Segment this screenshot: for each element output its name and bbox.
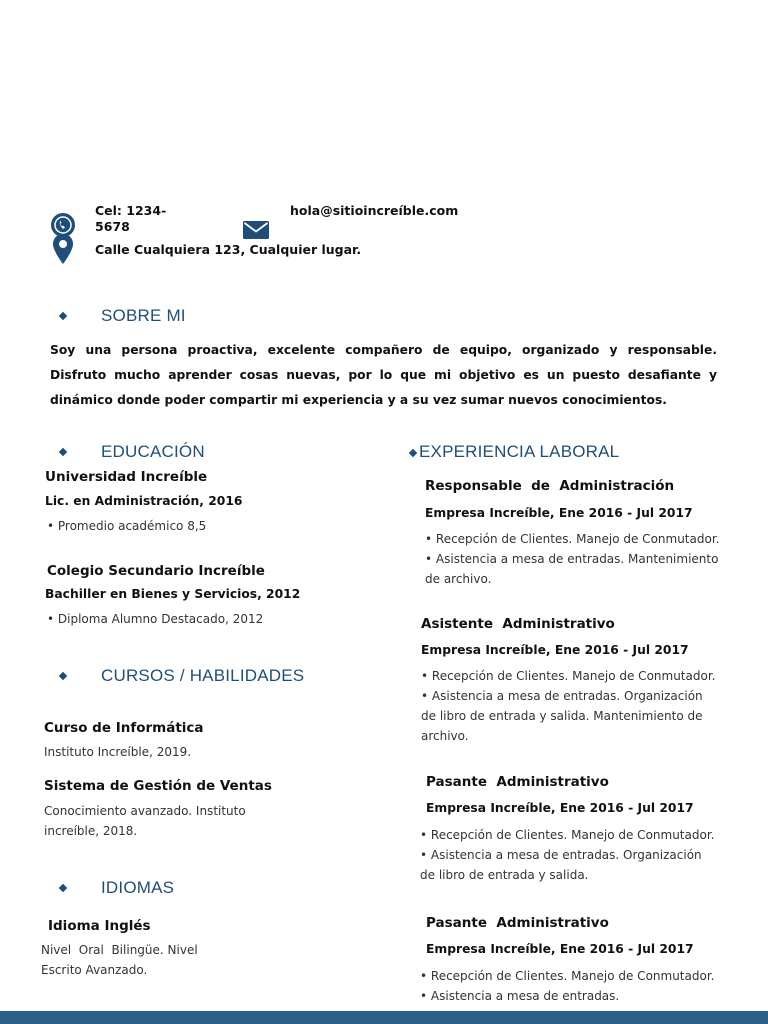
phone-number: Cel: 1234-5678	[95, 203, 167, 234]
section-bullet-icon	[59, 312, 67, 320]
section-bullet-icon	[59, 884, 67, 892]
languages-title: IDIOMAS	[101, 878, 175, 897]
experience-title: EXPERIENCIA LABORAL	[419, 442, 620, 461]
job-company: Empresa Increíble, Ene 2016 - Jul 2017	[426, 942, 694, 956]
courses-title: CURSOS / HABILIDADES	[101, 666, 305, 685]
job-bullet: • Asistencia a mesa de entradas. Organización de libro de entrada y salida.	[420, 848, 702, 882]
address: Calle Cualquiera 123, Cualquier lugar.	[95, 242, 362, 257]
section-bullet-icon	[59, 448, 67, 456]
about-text: Soy una persona proactiva, excelente compañero de equipo, organizado y responsable. Disfruto mucho aprender cosas nuevas, por lo que mi objetivo es un puesto desafiante y dinámico donde poder compartir mi experiencia y a su vez sumar nuevos conocimientos.	[50, 343, 717, 407]
job-bullet: • Asistencia a mesa de entradas. Mantenimiento de archivo.	[425, 552, 719, 586]
degree: Lic. en Administración, 2016	[45, 494, 243, 508]
course-detail: Conocimiento avanzado. Instituto increíble, 2018.	[44, 804, 246, 838]
email-address[interactable]: hola@sitioincreíble.com	[290, 203, 459, 218]
job-bullet: • Asistencia a mesa de entradas.	[420, 989, 620, 1003]
location-pin-icon	[52, 233, 74, 265]
section-bullet-icon	[59, 672, 67, 680]
education-note: • Diploma Alumno Destacado, 2012	[47, 612, 264, 626]
job-company: Empresa Increíble, Ene 2016 - Jul 2017	[421, 643, 689, 657]
course-detail: Instituto Increíble, 2019.	[44, 745, 192, 759]
degree: Bachiller en Bienes y Servicios, 2012	[45, 587, 301, 601]
job-bullet: • Recepción de Clientes. Manejo de Conmutador.	[421, 669, 716, 683]
job-role: Pasante Administrativo	[426, 915, 609, 931]
job-company: Empresa Increíble, Ene 2016 - Jul 2017	[426, 801, 694, 815]
email-icon	[243, 221, 269, 239]
job-role: Pasante Administrativo	[426, 774, 609, 790]
job-company: Empresa Increíble, Ene 2016 - Jul 2017	[425, 506, 693, 520]
section-bullet-icon	[409, 449, 417, 457]
footer-bar	[0, 1011, 768, 1024]
job-bullet: • Recepción de Clientes. Manejo de Conmutador.	[425, 532, 720, 546]
job-role: Responsable de Administración	[425, 478, 675, 494]
course-name: Sistema de Gestión de Ventas	[44, 778, 272, 794]
job-bullet: • Asistencia a mesa de entradas. Organización de libro de entrada y salida. Mantenimiento de archivo.	[421, 689, 703, 743]
course-name: Curso de Informática	[44, 720, 204, 736]
education-title: EDUCACIÓN	[101, 442, 205, 461]
language-detail: Nivel Oral Bilingüe. Nivel Escrito Avanzado.	[41, 943, 202, 977]
about-title: SOBRE MI	[101, 306, 186, 325]
job-bullet: • Recepción de Clientes. Manejo de Conmutador.	[420, 828, 715, 842]
school-name: Colegio Secundario Increíble	[47, 563, 265, 579]
language-name: Idioma Inglés	[48, 918, 151, 934]
job-bullet: • Recepción de Clientes. Manejo de Conmutador.	[420, 969, 715, 983]
school-name: Universidad Increíble	[45, 469, 208, 485]
job-role: Asistente Administrativo	[421, 616, 615, 632]
education-note: • Promedio académico 8,5	[47, 519, 207, 533]
